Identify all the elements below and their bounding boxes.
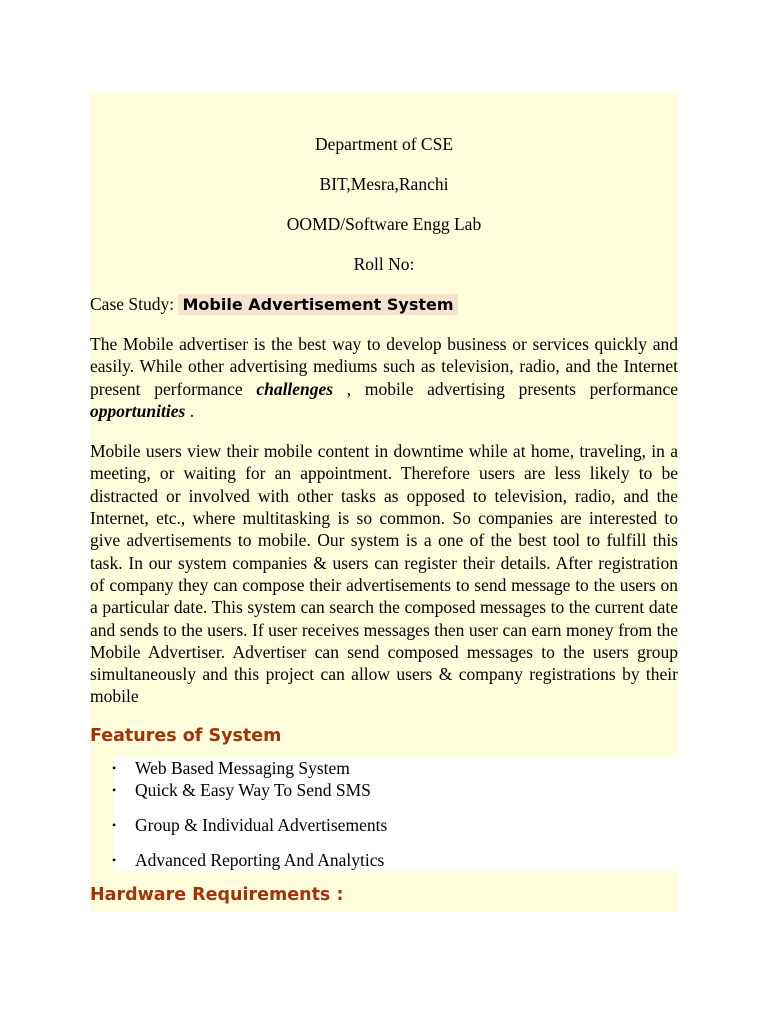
header-block	[90, 92, 678, 293]
bullet-icon: •	[112, 817, 117, 832]
case-study-title: Mobile Advertisement System	[178, 294, 457, 315]
feature-item-label: Quick & Easy Way To Send SMS	[135, 779, 371, 800]
intro-paragraph	[90, 333, 678, 440]
feature-item	[90, 757, 678, 779]
hardware-heading: Hardware Requirements :	[90, 884, 678, 912]
intro-opportunities: opportunities	[90, 400, 186, 421]
bullet-icon: •	[112, 782, 117, 797]
features-list	[90, 757, 678, 871]
feature-item-label: Group & Individual Advertisements	[135, 814, 388, 835]
case-study-prefix: Case Study:	[90, 294, 175, 314]
bullet-icon: •	[112, 852, 117, 867]
intro-text-2: , mobile advertising presents performance	[333, 378, 679, 399]
list-spacer	[90, 871, 678, 884]
feature-item-label: Web Based Messaging System	[135, 757, 350, 778]
intro-challenges: challenges	[256, 378, 334, 399]
feature-item	[90, 814, 678, 849]
department-line: Department of CSE	[90, 133, 678, 173]
feature-item	[90, 779, 678, 814]
intro-text-3: .	[185, 400, 195, 421]
roll-line: Roll No:	[90, 253, 678, 293]
feature-item-label: Advanced Reporting And Analytics	[135, 849, 385, 870]
body-paragraph: Mobile users view their mobile content in downtime while at home, traveling, in a meeting, or waiting for an appointment. Therefore users are less likely to be distracted or involved with other tasks as opposed to television, radio, and the Internet, etc., where multitasking is so common. So companies are interested to give advertisements to mobile. Our system is a one of the best tool to fulfill this task. In our system companies & users can register their details. After registration of company they can compose their advertisements to send message to the users on a particular date. This system can search the composed messages to the current date and sends to the users. If user receives messages then user can earn money from the Mobile Advertiser. Advertiser can send composed messages to the users group simultaneously and this project can allow users & company registrations by their mobile	[90, 440, 678, 716]
document-content	[90, 92, 678, 912]
feature-item	[90, 849, 678, 871]
bullet-icon: •	[112, 760, 117, 775]
features-heading: Features of System	[90, 716, 678, 757]
lab-line: OOMD/Software Engg Lab	[90, 213, 678, 253]
intro-text-1: The Mobile advertiser is the best way to develop business or services quickly and easily. While other advertising mediums such as television, radio, and the Internet present performance	[90, 334, 678, 399]
institute-line: BIT,Mesra,Ranchi	[90, 173, 678, 213]
case-study-line	[90, 293, 678, 333]
